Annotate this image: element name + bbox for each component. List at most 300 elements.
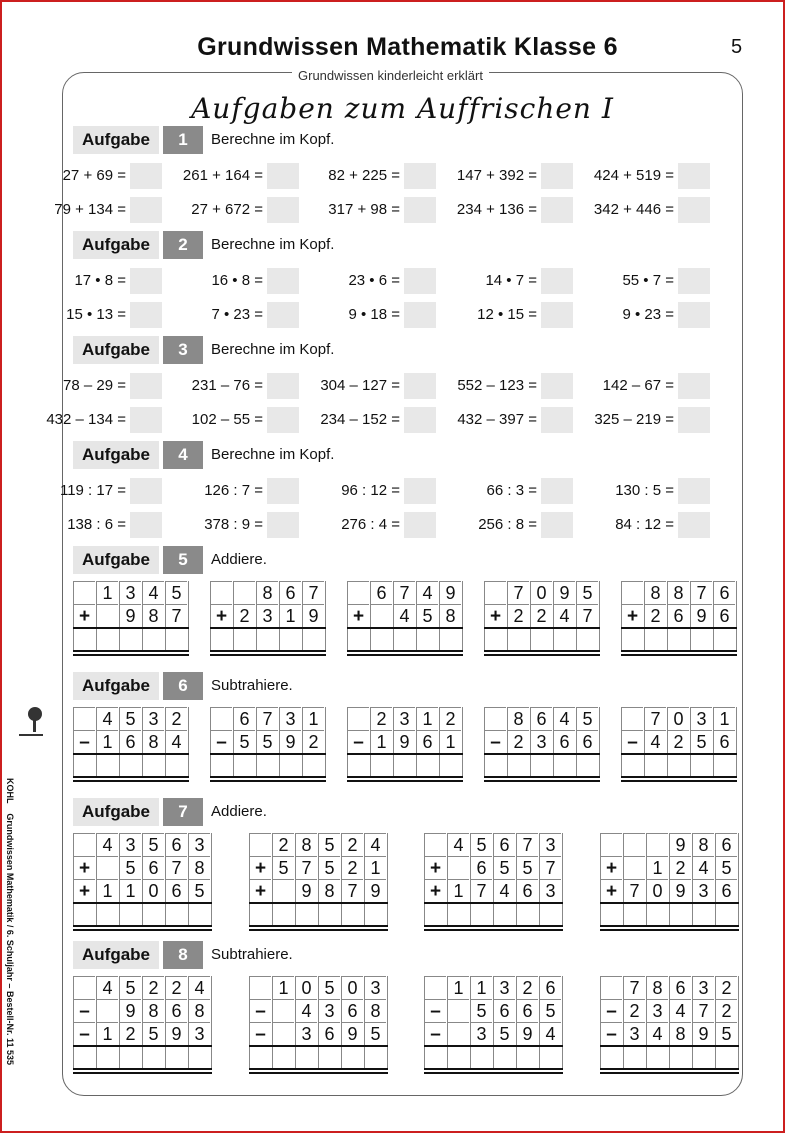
digit-cell: 2 bbox=[623, 999, 645, 1022]
digit-cell: 6 bbox=[165, 833, 187, 856]
digit-cell: 5 bbox=[272, 856, 294, 879]
digit-cell: 4 bbox=[669, 999, 691, 1022]
digit-cell: 3 bbox=[692, 879, 714, 902]
result-cell[interactable] bbox=[73, 753, 95, 776]
sum-line bbox=[600, 1045, 739, 1047]
digit-cell: 7 bbox=[644, 707, 666, 730]
digit-cell bbox=[272, 999, 294, 1022]
result-cell[interactable] bbox=[623, 1045, 645, 1068]
result-cell[interactable] bbox=[439, 753, 461, 776]
result-cell[interactable] bbox=[621, 753, 643, 776]
result-cell[interactable] bbox=[364, 902, 386, 925]
digit-cell bbox=[600, 976, 622, 999]
result-cell[interactable] bbox=[119, 1045, 141, 1068]
digit-cell: 4 bbox=[646, 1022, 668, 1045]
equation bbox=[276, 197, 436, 223]
result-cell[interactable] bbox=[516, 1045, 538, 1068]
result-cell[interactable] bbox=[713, 753, 735, 776]
digit-cell: 5 bbox=[142, 1022, 164, 1045]
digit-cell: 6 bbox=[142, 856, 164, 879]
digit-cell: 0 bbox=[646, 879, 668, 902]
result-cell[interactable] bbox=[669, 1045, 691, 1068]
digit-cell: + bbox=[249, 856, 271, 879]
grid-right-edge bbox=[387, 976, 388, 1068]
equation-text: 317 + 98 = bbox=[328, 201, 400, 218]
digit-cell: – bbox=[621, 730, 643, 753]
result-cell[interactable] bbox=[576, 753, 598, 776]
digit-cell: 4 bbox=[142, 581, 164, 604]
digit-cell: 3 bbox=[493, 976, 515, 999]
equation-text: 66 : 3 = bbox=[486, 482, 537, 499]
digit-cell bbox=[73, 833, 95, 856]
digit-cell: 9 bbox=[553, 581, 575, 604]
digit-cell: 7 bbox=[393, 581, 415, 604]
result-cell[interactable] bbox=[119, 753, 141, 776]
digit-cell: 4 bbox=[295, 999, 317, 1022]
equation bbox=[413, 373, 573, 399]
result-cell[interactable] bbox=[272, 902, 294, 925]
grid-right-edge bbox=[462, 581, 463, 650]
digit-cell: 3 bbox=[279, 707, 301, 730]
digit-cell: 6 bbox=[318, 1022, 340, 1045]
digit-cell: 8 bbox=[318, 879, 340, 902]
digit-cell: 1 bbox=[416, 707, 438, 730]
sum-line bbox=[621, 753, 737, 755]
result-cell[interactable] bbox=[715, 1045, 737, 1068]
result-cell[interactable] bbox=[393, 627, 415, 650]
equation-text: 16 • 8 = bbox=[211, 272, 263, 289]
digit-cell: 2 bbox=[715, 999, 737, 1022]
digit-cell: + bbox=[621, 604, 643, 627]
equation bbox=[276, 512, 436, 538]
equation bbox=[276, 373, 436, 399]
digit-cell: 6 bbox=[165, 999, 187, 1022]
digit-cell: 8 bbox=[644, 581, 666, 604]
double-underline bbox=[484, 776, 600, 778]
digit-cell: 9 bbox=[279, 730, 301, 753]
task-label: Aufgabe bbox=[73, 546, 159, 574]
result-cell[interactable] bbox=[484, 753, 506, 776]
equation bbox=[139, 478, 299, 504]
task-number: 2 bbox=[163, 231, 203, 259]
result-cell[interactable] bbox=[295, 902, 317, 925]
digit-cell bbox=[621, 707, 643, 730]
digit-cell: + bbox=[600, 879, 622, 902]
sum-line bbox=[73, 902, 212, 904]
equation-text: 126 : 7 = bbox=[204, 482, 263, 499]
result-cell[interactable] bbox=[302, 627, 324, 650]
digit-cell: 2 bbox=[272, 833, 294, 856]
equation-text: 12 • 15 = bbox=[477, 306, 537, 323]
double-underline bbox=[484, 654, 600, 656]
equation bbox=[276, 302, 436, 328]
result-cell[interactable] bbox=[600, 1045, 622, 1068]
equation-text: 102 – 55 = bbox=[191, 411, 263, 428]
digit-cell: 2 bbox=[715, 976, 737, 999]
equation-text: 276 : 4 = bbox=[341, 516, 400, 533]
digit-cell: 6 bbox=[119, 730, 141, 753]
digit-cell: 8 bbox=[667, 581, 689, 604]
digit-cell: 6 bbox=[165, 879, 187, 902]
task-number: 4 bbox=[163, 441, 203, 469]
double-underline bbox=[600, 1072, 739, 1074]
result-cell[interactable] bbox=[644, 753, 666, 776]
digit-cell: 5 bbox=[119, 856, 141, 879]
digit-cell: 2 bbox=[119, 1022, 141, 1045]
digit-cell bbox=[73, 976, 95, 999]
result-cell[interactable] bbox=[424, 1045, 446, 1068]
answer-box[interactable] bbox=[678, 373, 710, 399]
result-cell[interactable] bbox=[370, 753, 392, 776]
result-cell[interactable] bbox=[188, 1045, 210, 1068]
equation-text: 27 + 69 = bbox=[62, 167, 126, 184]
result-cell[interactable] bbox=[669, 902, 691, 925]
sum-line bbox=[249, 1045, 388, 1047]
result-cell[interactable] bbox=[73, 1045, 95, 1068]
equation-text: 432 – 397 = bbox=[457, 411, 537, 428]
equation bbox=[550, 512, 710, 538]
double-underline bbox=[600, 1068, 739, 1070]
task-instruction: Addiere. bbox=[211, 803, 267, 820]
result-cell[interactable] bbox=[484, 627, 506, 650]
worksheet-title: Aufgaben zum Auffrischen I bbox=[191, 92, 614, 125]
result-cell[interactable] bbox=[416, 627, 438, 650]
equation bbox=[2, 373, 162, 399]
digit-cell: 7 bbox=[295, 856, 317, 879]
result-cell[interactable] bbox=[530, 753, 552, 776]
digit-cell: + bbox=[424, 879, 446, 902]
digit-cell: 1 bbox=[439, 730, 461, 753]
equation-text: 342 + 446 = bbox=[593, 201, 674, 218]
digit-cell: 2 bbox=[165, 976, 187, 999]
result-cell[interactable] bbox=[96, 1045, 118, 1068]
equation bbox=[139, 197, 299, 223]
equation bbox=[550, 478, 710, 504]
answer-box[interactable] bbox=[678, 268, 710, 294]
result-cell[interactable] bbox=[210, 627, 232, 650]
result-cell[interactable] bbox=[119, 627, 141, 650]
task-label: Aufgabe bbox=[73, 336, 159, 364]
result-cell[interactable] bbox=[142, 902, 164, 925]
digit-cell: 6 bbox=[713, 730, 735, 753]
digit-cell: 6 bbox=[713, 581, 735, 604]
result-cell[interactable] bbox=[96, 902, 118, 925]
digit-cell: 4 bbox=[96, 833, 118, 856]
result-cell[interactable] bbox=[73, 627, 95, 650]
digit-cell: 5 bbox=[493, 856, 515, 879]
digit-cell: – bbox=[600, 999, 622, 1022]
digit-cell: 5 bbox=[690, 730, 712, 753]
digit-cell: 4 bbox=[493, 879, 515, 902]
digit-cell: + bbox=[249, 879, 271, 902]
result-cell[interactable] bbox=[447, 902, 469, 925]
result-cell[interactable] bbox=[646, 902, 668, 925]
result-cell[interactable] bbox=[256, 753, 278, 776]
digit-cell: 1 bbox=[96, 730, 118, 753]
digit-cell: 8 bbox=[439, 604, 461, 627]
sum-line bbox=[73, 1045, 212, 1047]
digit-cell: 5 bbox=[576, 707, 598, 730]
digit-cell: 6 bbox=[576, 730, 598, 753]
digit-cell: 7 bbox=[470, 879, 492, 902]
double-underline bbox=[621, 650, 737, 652]
equation-text: 23 • 6 = bbox=[348, 272, 400, 289]
digit-cell: 5 bbox=[539, 999, 561, 1022]
digit-cell bbox=[621, 581, 643, 604]
equation-text: 96 : 12 = bbox=[341, 482, 400, 499]
result-cell[interactable] bbox=[96, 753, 118, 776]
digit-cell: 9 bbox=[295, 879, 317, 902]
answer-box[interactable] bbox=[678, 197, 710, 223]
digit-cell: 7 bbox=[256, 707, 278, 730]
digit-cell bbox=[210, 707, 232, 730]
result-cell[interactable] bbox=[341, 1045, 363, 1068]
grid-right-edge bbox=[562, 976, 563, 1068]
result-cell[interactable] bbox=[690, 753, 712, 776]
result-cell[interactable] bbox=[279, 753, 301, 776]
digit-cell: – bbox=[73, 730, 95, 753]
result-cell[interactable] bbox=[142, 1045, 164, 1068]
equation bbox=[2, 197, 162, 223]
result-cell[interactable] bbox=[119, 902, 141, 925]
digit-cell bbox=[370, 604, 392, 627]
equation bbox=[139, 512, 299, 538]
result-cell[interactable] bbox=[539, 902, 561, 925]
result-cell[interactable] bbox=[295, 1045, 317, 1068]
digit-cell: 8 bbox=[142, 730, 164, 753]
result-cell[interactable] bbox=[715, 902, 737, 925]
result-cell[interactable] bbox=[96, 627, 118, 650]
digit-cell: 1 bbox=[119, 879, 141, 902]
written-calculation bbox=[600, 833, 738, 931]
double-underline bbox=[424, 1072, 563, 1074]
result-cell[interactable] bbox=[493, 902, 515, 925]
written-calculation bbox=[210, 707, 325, 782]
result-cell[interactable] bbox=[279, 627, 301, 650]
sum-line bbox=[249, 902, 388, 904]
double-underline bbox=[600, 929, 739, 931]
double-underline bbox=[424, 925, 563, 927]
equation-text: 142 – 67 = bbox=[602, 377, 674, 394]
result-cell[interactable] bbox=[318, 1045, 340, 1068]
answer-box[interactable] bbox=[678, 302, 710, 328]
result-cell[interactable] bbox=[302, 753, 324, 776]
digit-cell: 5 bbox=[318, 976, 340, 999]
result-cell[interactable] bbox=[272, 1045, 294, 1068]
digit-cell bbox=[646, 833, 668, 856]
equation bbox=[2, 302, 162, 328]
digit-cell: 7 bbox=[690, 581, 712, 604]
digit-cell: 5 bbox=[256, 730, 278, 753]
result-cell[interactable] bbox=[667, 627, 689, 650]
digit-cell: – bbox=[249, 999, 271, 1022]
digit-cell: 7 bbox=[539, 856, 561, 879]
result-cell[interactable] bbox=[210, 753, 232, 776]
result-cell[interactable] bbox=[142, 753, 164, 776]
result-cell[interactable] bbox=[690, 627, 712, 650]
result-cell[interactable] bbox=[249, 1045, 271, 1068]
digit-cell: 6 bbox=[530, 707, 552, 730]
equation bbox=[139, 268, 299, 294]
double-underline bbox=[210, 650, 326, 652]
result-cell[interactable] bbox=[470, 902, 492, 925]
digit-cell: 5 bbox=[318, 833, 340, 856]
digit-cell: 9 bbox=[119, 999, 141, 1022]
result-cell[interactable] bbox=[165, 1045, 187, 1068]
result-cell[interactable] bbox=[507, 627, 529, 650]
digit-cell bbox=[447, 999, 469, 1022]
double-underline bbox=[73, 650, 189, 652]
result-cell[interactable] bbox=[341, 902, 363, 925]
digit-cell: 2 bbox=[530, 604, 552, 627]
grid-right-edge bbox=[325, 581, 326, 650]
digit-cell: 5 bbox=[165, 581, 187, 604]
result-cell[interactable] bbox=[439, 627, 461, 650]
answer-box[interactable] bbox=[678, 512, 710, 538]
digit-cell: + bbox=[73, 879, 95, 902]
task-instruction: Berechne im Kopf. bbox=[211, 131, 335, 148]
task-number: 3 bbox=[163, 336, 203, 364]
digit-cell: 4 bbox=[188, 976, 210, 999]
sum-line bbox=[621, 627, 737, 629]
answer-box[interactable] bbox=[678, 407, 710, 433]
digit-cell: 6 bbox=[493, 999, 515, 1022]
written-calculation bbox=[347, 581, 462, 656]
double-underline bbox=[210, 654, 326, 656]
digit-cell: 4 bbox=[393, 604, 415, 627]
digit-cell: 2 bbox=[507, 730, 529, 753]
result-cell[interactable] bbox=[233, 753, 255, 776]
result-cell[interactable] bbox=[364, 1045, 386, 1068]
digit-cell bbox=[249, 976, 271, 999]
result-cell[interactable] bbox=[347, 627, 369, 650]
digit-cell: 5 bbox=[715, 856, 737, 879]
result-cell[interactable] bbox=[393, 753, 415, 776]
result-cell[interactable] bbox=[621, 627, 643, 650]
digit-cell: 6 bbox=[470, 856, 492, 879]
result-cell[interactable] bbox=[493, 1045, 515, 1068]
result-cell[interactable] bbox=[553, 627, 575, 650]
result-cell[interactable] bbox=[347, 753, 369, 776]
written-calculation bbox=[484, 707, 599, 782]
result-cell[interactable] bbox=[256, 627, 278, 650]
equation bbox=[276, 478, 436, 504]
result-cell[interactable] bbox=[73, 902, 95, 925]
task-label: Aufgabe bbox=[73, 941, 159, 969]
digit-cell: 8 bbox=[188, 856, 210, 879]
result-cell[interactable] bbox=[370, 627, 392, 650]
double-underline bbox=[621, 654, 737, 656]
digit-cell: 4 bbox=[447, 833, 469, 856]
digit-cell: 6 bbox=[667, 604, 689, 627]
equation-text: 130 : 5 = bbox=[615, 482, 674, 499]
result-cell[interactable] bbox=[692, 902, 714, 925]
digit-cell: 2 bbox=[667, 730, 689, 753]
result-cell[interactable] bbox=[600, 902, 622, 925]
double-underline bbox=[73, 929, 212, 931]
result-cell[interactable] bbox=[713, 627, 735, 650]
result-cell[interactable] bbox=[165, 627, 187, 650]
digit-cell: 6 bbox=[416, 730, 438, 753]
digit-cell: 3 bbox=[539, 833, 561, 856]
double-underline bbox=[73, 1072, 212, 1074]
double-underline bbox=[249, 1072, 388, 1074]
result-cell[interactable] bbox=[188, 902, 210, 925]
publisher-logo-text: KOHL bbox=[5, 778, 15, 804]
digit-cell: + bbox=[484, 604, 506, 627]
digit-cell: 3 bbox=[188, 833, 210, 856]
digit-cell: 9 bbox=[439, 581, 461, 604]
equation-text: 261 + 164 = bbox=[182, 167, 263, 184]
written-calculation bbox=[484, 581, 599, 656]
written-calculation bbox=[73, 976, 211, 1074]
result-cell[interactable] bbox=[416, 753, 438, 776]
digit-cell bbox=[623, 833, 645, 856]
result-cell[interactable] bbox=[539, 1045, 561, 1068]
result-cell[interactable] bbox=[165, 753, 187, 776]
digit-cell: 0 bbox=[142, 879, 164, 902]
equation-text: 325 – 219 = bbox=[594, 411, 674, 428]
result-cell[interactable] bbox=[553, 753, 575, 776]
digit-cell: 3 bbox=[530, 730, 552, 753]
result-cell[interactable] bbox=[142, 627, 164, 650]
result-cell[interactable] bbox=[692, 1045, 714, 1068]
sum-line bbox=[424, 902, 563, 904]
answer-box[interactable] bbox=[678, 478, 710, 504]
digit-cell: 5 bbox=[416, 604, 438, 627]
double-underline bbox=[210, 780, 326, 782]
result-cell[interactable] bbox=[667, 753, 689, 776]
digit-cell: 1 bbox=[447, 879, 469, 902]
digit-cell: 5 bbox=[119, 976, 141, 999]
digit-cell: 3 bbox=[470, 1022, 492, 1045]
page-number: 5 bbox=[731, 36, 743, 58]
digit-cell: 5 bbox=[470, 999, 492, 1022]
result-cell[interactable] bbox=[233, 627, 255, 650]
result-cell[interactable] bbox=[249, 902, 271, 925]
result-cell[interactable] bbox=[447, 1045, 469, 1068]
result-cell[interactable] bbox=[318, 902, 340, 925]
digit-cell: 8 bbox=[295, 833, 317, 856]
digit-cell: 3 bbox=[188, 1022, 210, 1045]
equation bbox=[139, 163, 299, 189]
digit-cell: 5 bbox=[493, 1022, 515, 1045]
digit-cell: 1 bbox=[96, 879, 118, 902]
digit-cell: 0 bbox=[530, 581, 552, 604]
result-cell[interactable] bbox=[470, 1045, 492, 1068]
result-cell[interactable] bbox=[424, 902, 446, 925]
result-cell[interactable] bbox=[646, 1045, 668, 1068]
equation-text: 27 + 672 = bbox=[191, 201, 263, 218]
task-number: 8 bbox=[163, 941, 203, 969]
result-cell[interactable] bbox=[644, 627, 666, 650]
answer-box[interactable] bbox=[678, 163, 710, 189]
digit-cell: 6 bbox=[539, 976, 561, 999]
digit-cell: + bbox=[73, 856, 95, 879]
digit-cell: 4 bbox=[96, 707, 118, 730]
digit-cell bbox=[484, 581, 506, 604]
double-underline bbox=[347, 654, 463, 656]
result-cell[interactable] bbox=[507, 753, 529, 776]
result-cell[interactable] bbox=[516, 902, 538, 925]
result-cell[interactable] bbox=[530, 627, 552, 650]
written-calculation bbox=[600, 976, 738, 1074]
double-underline bbox=[210, 776, 326, 778]
result-cell[interactable] bbox=[623, 902, 645, 925]
result-cell[interactable] bbox=[165, 902, 187, 925]
result-cell[interactable] bbox=[576, 627, 598, 650]
digit-cell bbox=[424, 833, 446, 856]
